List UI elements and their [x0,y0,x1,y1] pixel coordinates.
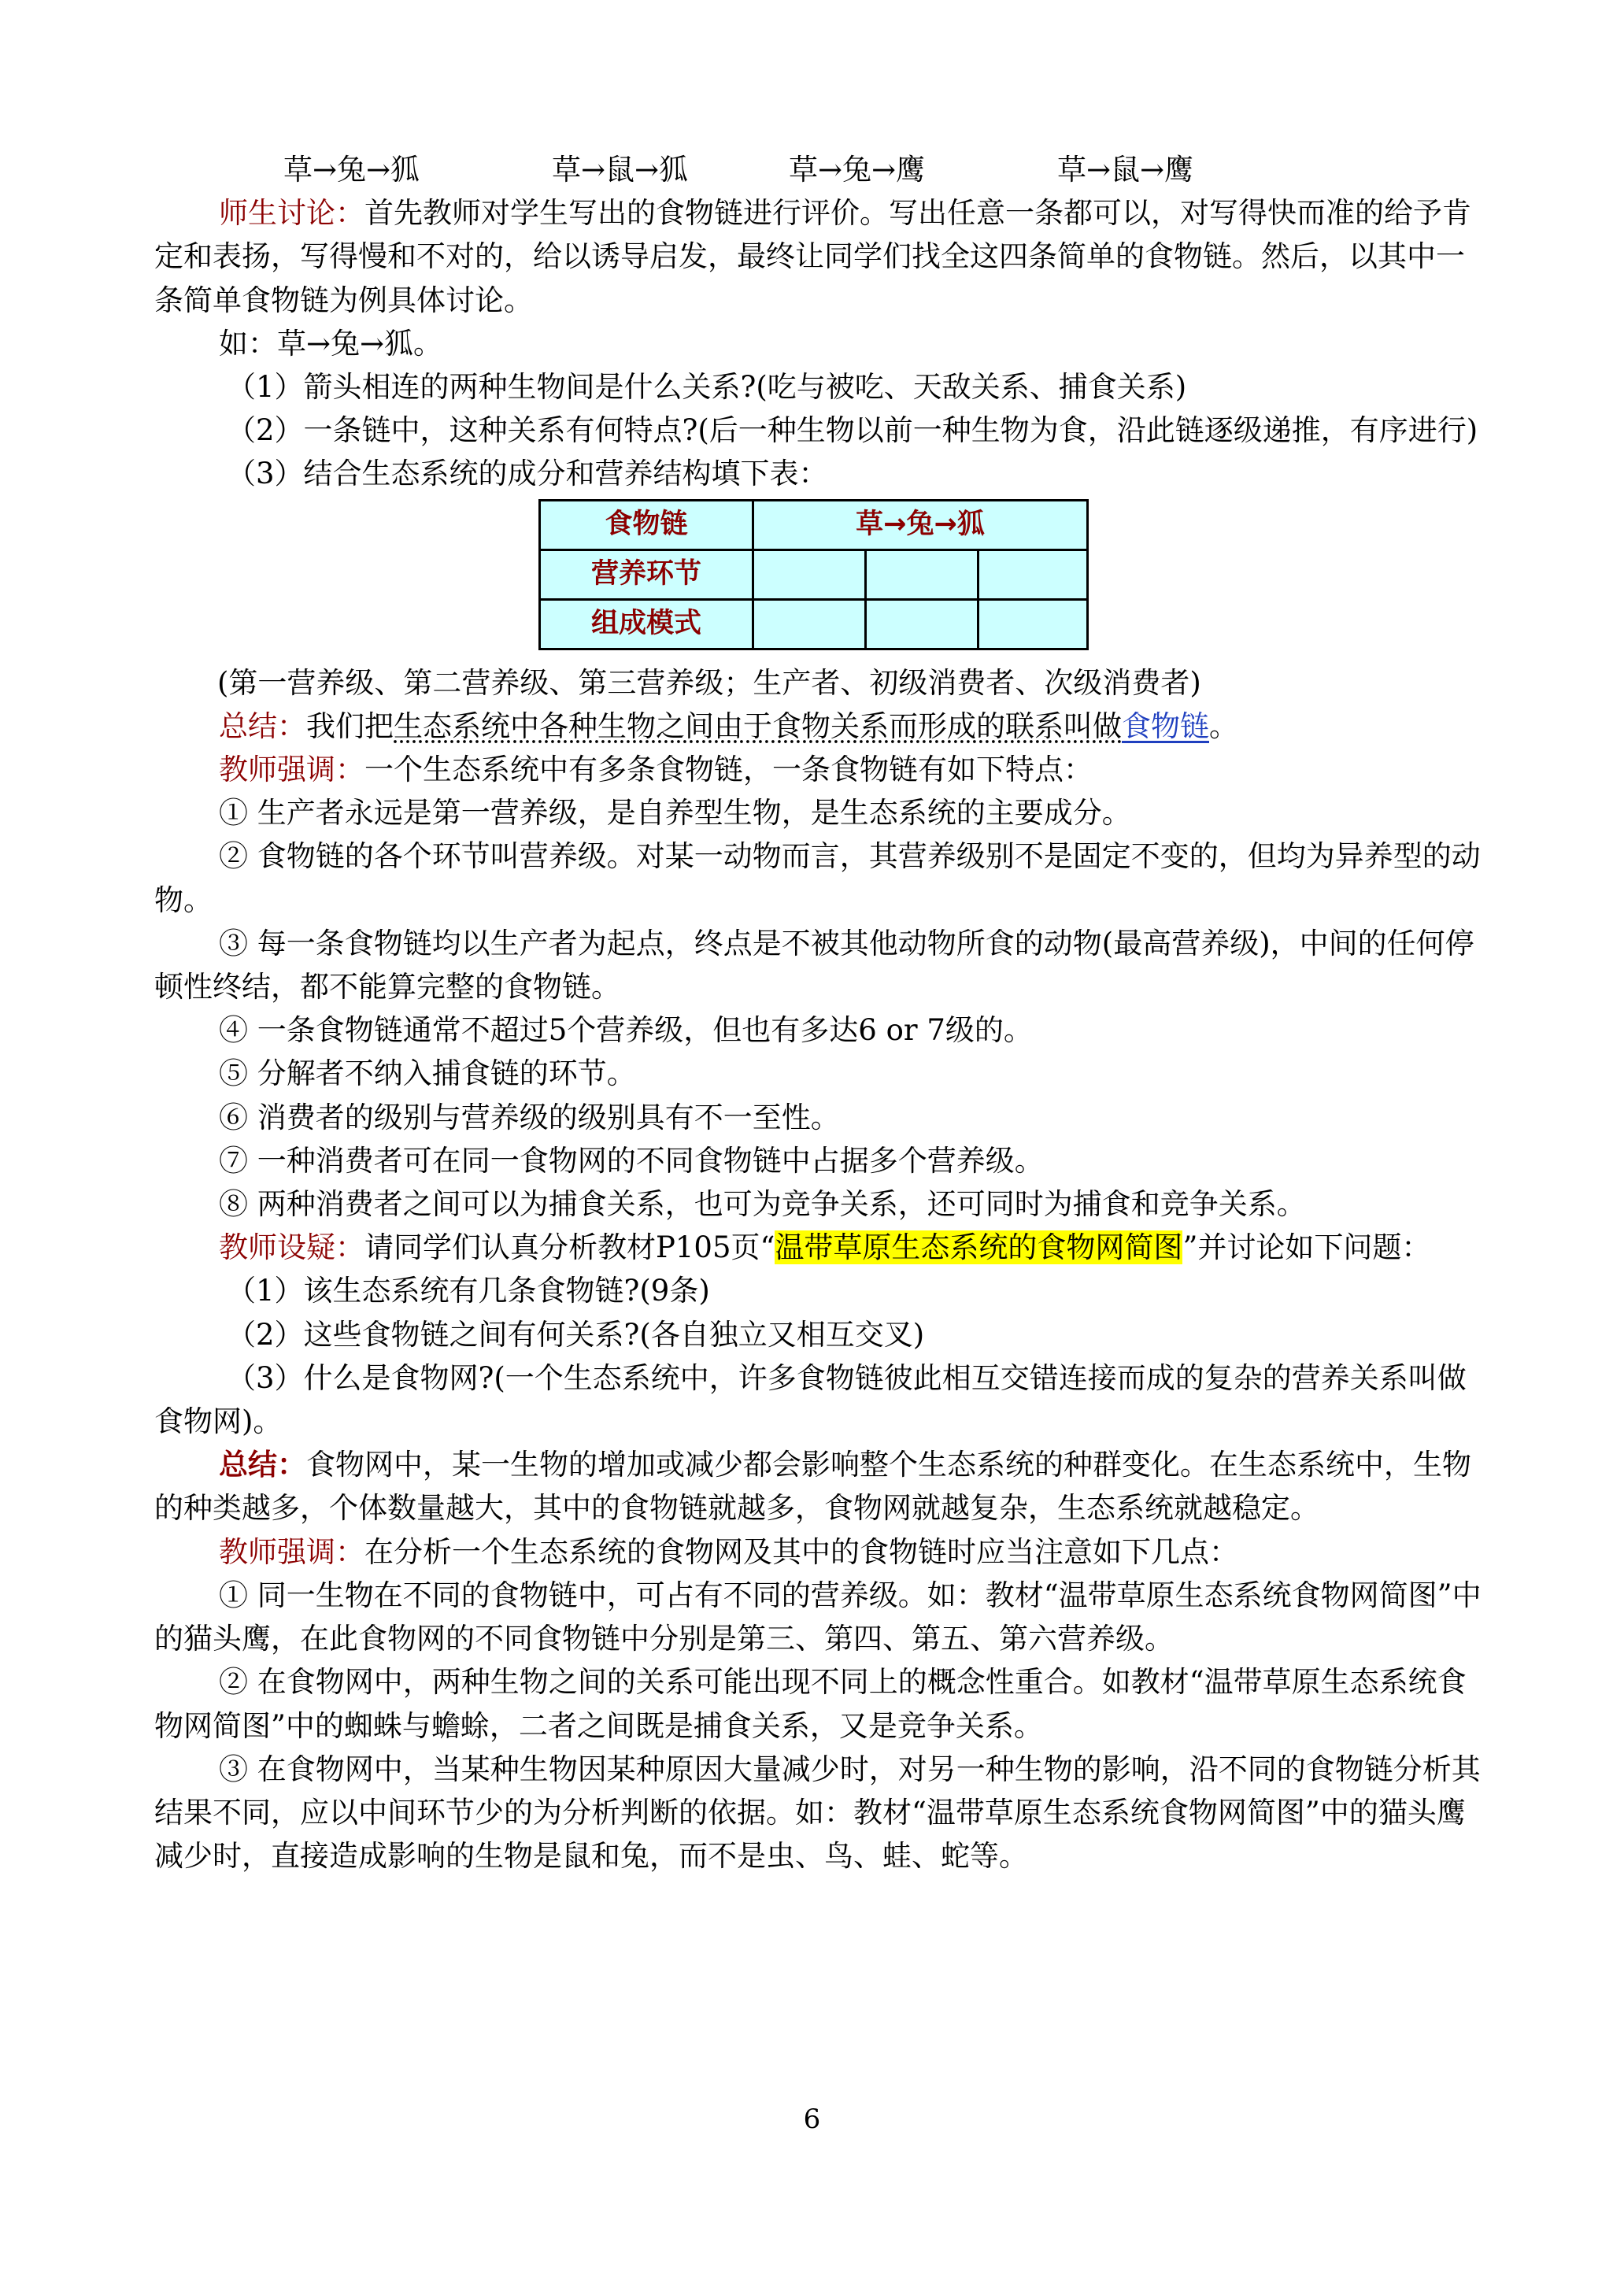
food-chain-table-wrapper [538,499,1493,657]
summary-label: 总结： [219,709,306,743]
summary-label: 总结： [219,1447,306,1482]
table-cell-empty [753,599,866,649]
food-chain-3: 草→兔→鹰 [789,153,926,187]
table-cell-empty [866,599,978,649]
food-chain-1: 草→兔→狐 [283,153,420,187]
question-set-text-after: ”并讨论如下问题： [1182,1230,1431,1265]
food-chain-2: 草→鼠→狐 [552,153,689,187]
table-cell-empty [978,549,1088,599]
question-set-text-before: 请同学们认真分析教材P105页“ [364,1230,775,1265]
point-item: ③ 每一条食物链均以生产者为起点，终点是不被其他动物所食的动物(最高营养级)，中间的任何停顿性终结，都不能算完整的食物链。 [154,926,1474,1005]
discussion-paragraph [154,191,1493,322]
document-body [154,148,1493,1878]
teacher-question-set [154,1226,1493,1269]
question-item: （3）什么是食物网?(一个生态系统中，许多食物链彼此相互交错连接而成的复杂的营养关系叫做食物网)。 [154,1360,1467,1439]
summary-suffix: 。 [1209,709,1238,743]
question-item: （2）这些食物链之间有何关系?(各自独立又相互交叉) [227,1317,925,1352]
food-chain-4: 草→鼠→鹰 [1057,153,1194,187]
question-item: （1）该生态系统有几条食物链?(9条) [227,1274,710,1308]
question-1: （1）箭头相连的两种生物间是什么关系?(吃与被吃、天敌关系、捕食关系) [227,370,1187,405]
point-item: ① 生产者永远是第一营养级，是自养型生物，是生态系统的主要成分。 [219,796,1131,831]
emphasis-text: 在分析一个生态系统的食物网及其中的食物链时应当注意如下几点： [364,1534,1238,1569]
food-chain-table [538,499,1089,650]
food-chain-link[interactable]: 食物链 [1122,709,1209,743]
table-row [540,500,1088,549]
table-value-food-chain: 草→兔→狐 [753,500,1088,549]
table-cell-empty [753,549,866,599]
teacher-emphasis-2 [154,1530,1493,1574]
point-item: ⑥ 消费者的级别与营养级的级别具有不一至性。 [219,1100,840,1134]
table-label-composition: 组成模式 [540,599,753,649]
summary-definition: 生态系统中各种生物之间由于食物关系而形成的联系叫做 [394,709,1122,743]
summary-2 [154,1443,1493,1530]
summary-prefix: 我们把 [306,709,394,743]
table-row [540,549,1088,599]
point-item: ① 同一生物在不同的食物链中，可占有不同的营养级。如：教材“温带草原生态系统食物网简图”中的猫头鹰，在此食物网的不同食物链中分别是第三、第四、第五、第六营养级。 [154,1578,1482,1656]
food-chains-line [154,148,1493,191]
table-label-food-chain: 食物链 [540,500,753,549]
point-item: ③ 在食物网中，当某种生物因某种原因大量减少时，对另一种生物的影响，沿不同的食物链分析其结果不同，应以中间环节少的为分析判断的依据。如：教材“温带草原生态系统食物网简图”中的猫头鹰减少时，直接造成影响的生物是鼠和兔，而不是虫、鸟、蛙、蛇等。 [154,1752,1481,1874]
question-3: （3）结合生态系统的成分和营养结构填下表： [227,457,828,491]
teacher-emphasis-1 [154,748,1493,791]
point-item: ⑦ 一种消费者可在同一食物网的不同食物链中占据多个营养级。 [219,1143,1044,1178]
point-item: ② 在食物网中，两种生物之间的关系可能出现不同上的概念性重合。如教材“温带草原生态系统食物网简图”中的蜘蛛与蟾蜍，二者之间既是捕食关系，又是竞争关系。 [154,1665,1467,1743]
summary-text: 食物网中，某一生物的增加或减少都会影响整个生态系统的种群变化。在生态系统中，生物的种类越多，个体数量越大，其中的食物链就越多，食物网就越复杂，生态系统就越稳定。 [154,1448,1471,1526]
question-2: （2）一条链中，这种关系有何特点?(后一种生物以前一种生物为食，沿此链逐级递推，有序进行) [227,413,1478,448]
table-answer: (第一营养级、第二营养级、第三营养级；生产者、初级消费者、次级消费者) [217,665,1201,700]
summary-1 [154,705,1493,748]
point-item: ② 食物链的各个环节叫营养级。对某一动物而言，其营养级别不是固定不变的，但均为异养型的动物。 [154,839,1481,917]
point-item: ⑤ 分解者不纳入捕食链的环节。 [219,1056,636,1091]
point-item: ⑧ 两种消费者之间可以为捕食关系，也可为竞争关系，还可同时为捕食和竞争关系。 [219,1187,1306,1222]
example-line: 如：草→兔→狐。 [219,326,443,361]
table-cell-empty [866,549,978,599]
emphasis-label: 教师强调： [219,753,364,787]
table-cell-empty [978,599,1088,649]
table-label-trophic-level: 营养环节 [540,549,753,599]
table-row [540,599,1088,649]
emphasis-label: 教师强调： [219,1534,364,1569]
highlighted-figure-title: 温带草原生态系统的食物网简图 [775,1230,1183,1265]
question-set-label: 教师设疑： [219,1230,364,1265]
point-item: ④ 一条食物链通常不超过5个营养级，但也有多达6 or 7级的。 [219,1013,1033,1048]
discussion-label: 师生讨论： [219,196,364,231]
emphasis-text: 一个生态系统中有多条食物链，一条食物链有如下特点： [364,753,1093,787]
page-number: 6 [803,2103,821,2135]
discussion-text: 首先教师对学生写出的食物链进行评价。写出任意一条都可以，对写得快而准的给予肯定和表扬，写得慢和不对的，给以诱导启发，最终让同学们找全这四条简单的食物链。然后，以其中一条简单食物链为例具体讨论。 [154,196,1471,317]
